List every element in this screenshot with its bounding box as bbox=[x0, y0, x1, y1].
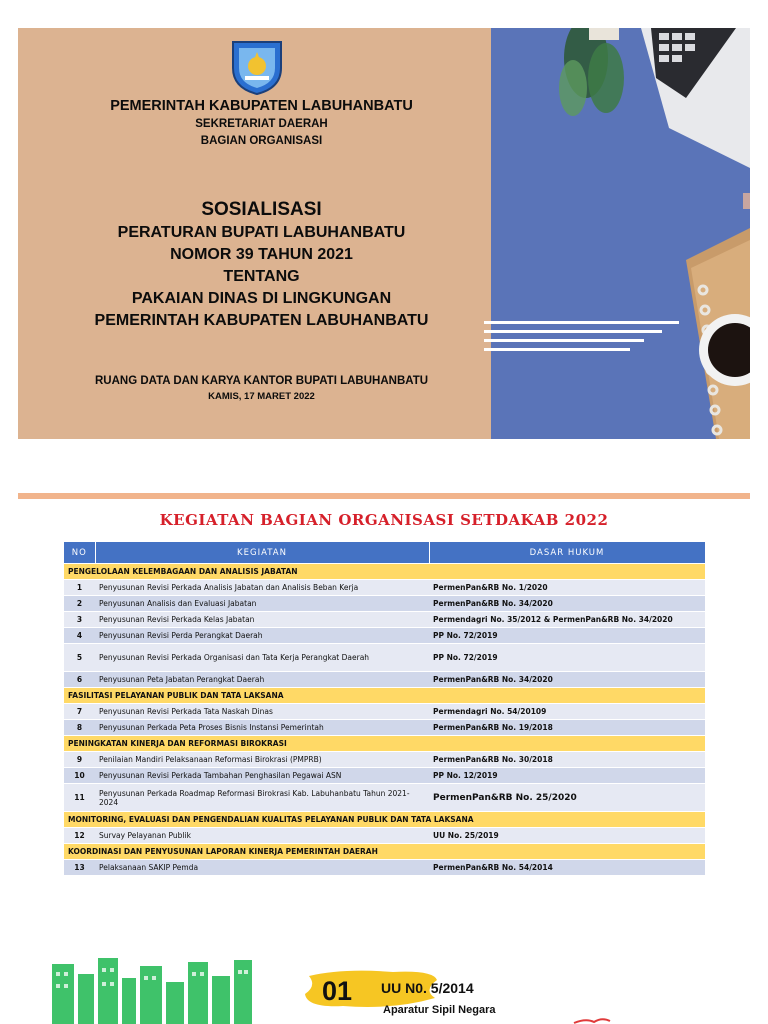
row-no: 10 bbox=[64, 768, 95, 784]
table-row bbox=[64, 596, 705, 612]
table-row bbox=[64, 580, 705, 596]
table-row bbox=[64, 644, 705, 672]
row-kegiatan: Penyusunan Peta Jabatan Perangkat Daerah bbox=[95, 672, 429, 688]
regulation-line-4: PAKAIAN DINAS DI LINGKUNGAN bbox=[131, 290, 392, 307]
table-header-row bbox=[64, 542, 705, 564]
row-kegiatan: Penyusunan Revisi Perda Perangkat Daerah bbox=[95, 628, 429, 644]
regulation-line-2: NOMOR 39 TAHUN 2021 bbox=[170, 246, 353, 263]
table-row bbox=[64, 628, 705, 644]
table-row bbox=[64, 860, 705, 876]
row-dasar: PermenPan&RB No. 30/2018 bbox=[429, 752, 705, 768]
table-row bbox=[64, 720, 705, 736]
secretariat-name: SEKRETARIAT DAERAH bbox=[195, 118, 328, 130]
table-row bbox=[64, 768, 705, 784]
row-kegiatan: Survay Pelayanan Publik bbox=[95, 828, 429, 844]
row-kegiatan: Pelaksanaan SAKIP Pemda bbox=[95, 860, 429, 876]
row-dasar: Permendagri No. 35/2012 & PermenPan&RB No. 34/2020 bbox=[429, 612, 705, 628]
section-title: FASILITASI PELAYANAN PUBLIK DAN TATA LAKSANA bbox=[64, 688, 705, 704]
section-row bbox=[64, 688, 705, 704]
row-no: 11 bbox=[64, 784, 95, 812]
row-kegiatan: Penyusunan Revisi Perkada Kelas Jabatan bbox=[95, 612, 429, 628]
pen-icon bbox=[743, 193, 750, 209]
law-subtitle: Aparatur Sipil Negara bbox=[383, 1004, 496, 1016]
section-row bbox=[64, 812, 705, 828]
col-header-kegiatan: KEGIATAN bbox=[95, 542, 429, 564]
col-header-no: NO bbox=[64, 542, 95, 564]
regulation-line-3: TENTANG bbox=[223, 268, 300, 285]
section-row bbox=[64, 564, 705, 580]
decorative-lines bbox=[484, 321, 679, 357]
row-dasar: PermenPan&RB No. 34/2020 bbox=[429, 596, 705, 612]
law-title: UU N0. 5/2014 bbox=[381, 980, 474, 996]
item-number: 01 bbox=[322, 976, 353, 1006]
venue-text: RUANG DATA DAN KARYA KANTOR BUPATI LABUHANBATU bbox=[94, 375, 429, 387]
row-dasar: PermenPan&RB No. 1/2020 bbox=[429, 580, 705, 596]
slide-divider bbox=[18, 493, 750, 499]
row-kegiatan: Penyusunan Perkada Peta Proses Bisnis Instansi Pemerintah bbox=[95, 720, 429, 736]
desk-photo bbox=[491, 28, 750, 439]
activities-title: KEGIATAN BAGIAN ORGANISASI SETDAKAB 2022 bbox=[159, 511, 609, 529]
row-no: 8 bbox=[64, 720, 95, 736]
division-name: BAGIAN ORGANISASI bbox=[200, 135, 323, 147]
section-title: MONITORING, EVALUASI DAN PENGENDALIAN KUALITAS PELAYANAN PUBLIK DAN TATA LAKSANA bbox=[64, 812, 705, 828]
section-row bbox=[64, 844, 705, 860]
row-kegiatan: Penyusunan Analisis dan Evaluasi Jabatan bbox=[95, 596, 429, 612]
table-row bbox=[64, 752, 705, 768]
row-kegiatan: Penyusunan Revisi Perkada Tambahan Penghasilan Pegawai ASN bbox=[95, 768, 429, 784]
row-no: 1 bbox=[64, 580, 95, 596]
row-kegiatan: Penyusunan Revisi Perkada Organisasi dan Tata Kerja Perangkat Daerah bbox=[95, 644, 429, 672]
row-dasar: PermenPan&RB No. 25/2020 bbox=[429, 784, 705, 812]
table-row bbox=[64, 672, 705, 688]
activities-table bbox=[64, 542, 706, 876]
section-title: PENGELOLAAN KELEMBAGAAN DAN ANALISIS JABATAN bbox=[64, 564, 705, 580]
row-kegiatan: Penyusunan Revisi Perkada Analisis Jabatan dan Analisis Beban Kerja bbox=[95, 580, 429, 596]
row-no: 4 bbox=[64, 628, 95, 644]
row-dasar: PermenPan&RB No. 54/2014 bbox=[429, 860, 705, 876]
section-title: KOORDINASI DAN PENYUSUNAN LAPORAN KINERJA PEMERINTAH DAERAH bbox=[64, 844, 705, 860]
row-dasar: PermenPan&RB No. 19/2018 bbox=[429, 720, 705, 736]
regulation-line-1: PERATURAN BUPATI LABUHANBATU bbox=[117, 224, 406, 241]
table-row bbox=[64, 828, 705, 844]
regulation-line-5: PEMERINTAH KABUPATEN LABUHANBATU bbox=[94, 312, 429, 329]
cover-slide bbox=[18, 28, 750, 439]
table-row bbox=[64, 704, 705, 720]
row-dasar: PP No. 72/2019 bbox=[429, 644, 705, 672]
government-name: PEMERINTAH KABUPATEN LABUHANBATU bbox=[110, 98, 413, 114]
row-no: 5 bbox=[64, 644, 95, 672]
desk-illustration bbox=[491, 28, 750, 439]
row-no: 2 bbox=[64, 596, 95, 612]
row-dasar: PP No. 72/2019 bbox=[429, 628, 705, 644]
slide-title: SOSIALISASI bbox=[201, 199, 322, 220]
row-dasar: Permendagri No. 54/20109 bbox=[429, 704, 705, 720]
row-no: 3 bbox=[64, 612, 95, 628]
table-row bbox=[64, 784, 705, 812]
red-brush-mark bbox=[572, 1016, 612, 1024]
section-row bbox=[64, 736, 705, 752]
row-dasar: UU No. 25/2019 bbox=[429, 828, 705, 844]
row-kegiatan: Penyusunan Perkada Roadmap Reformasi Birokrasi Kab. Labuhanbatu Tahun 2021-2024 bbox=[95, 784, 429, 812]
city-buildings-icon bbox=[52, 958, 252, 1024]
row-kegiatan: Penyusunan Revisi Perkada Tata Naskah Dinas bbox=[95, 704, 429, 720]
row-dasar: PermenPan&RB No. 34/2020 bbox=[429, 672, 705, 688]
row-kegiatan: Penilaian Mandiri Pelaksanaan Reformasi Birokrasi (PMPRB) bbox=[95, 752, 429, 768]
event-date: KAMIS, 17 MARET 2022 bbox=[208, 391, 315, 402]
row-no: 12 bbox=[64, 828, 95, 844]
row-no: 9 bbox=[64, 752, 95, 768]
row-no: 13 bbox=[64, 860, 95, 876]
regency-crest-icon bbox=[229, 38, 285, 96]
row-dasar: PP No. 12/2019 bbox=[429, 768, 705, 784]
col-header-dasar: DASAR HUKUM bbox=[429, 542, 705, 564]
table-row bbox=[64, 612, 705, 628]
section-title: PENINGKATAN KINERJA DAN REFORMASI BIROKRASI bbox=[64, 736, 705, 752]
row-no: 6 bbox=[64, 672, 95, 688]
row-no: 7 bbox=[64, 704, 95, 720]
